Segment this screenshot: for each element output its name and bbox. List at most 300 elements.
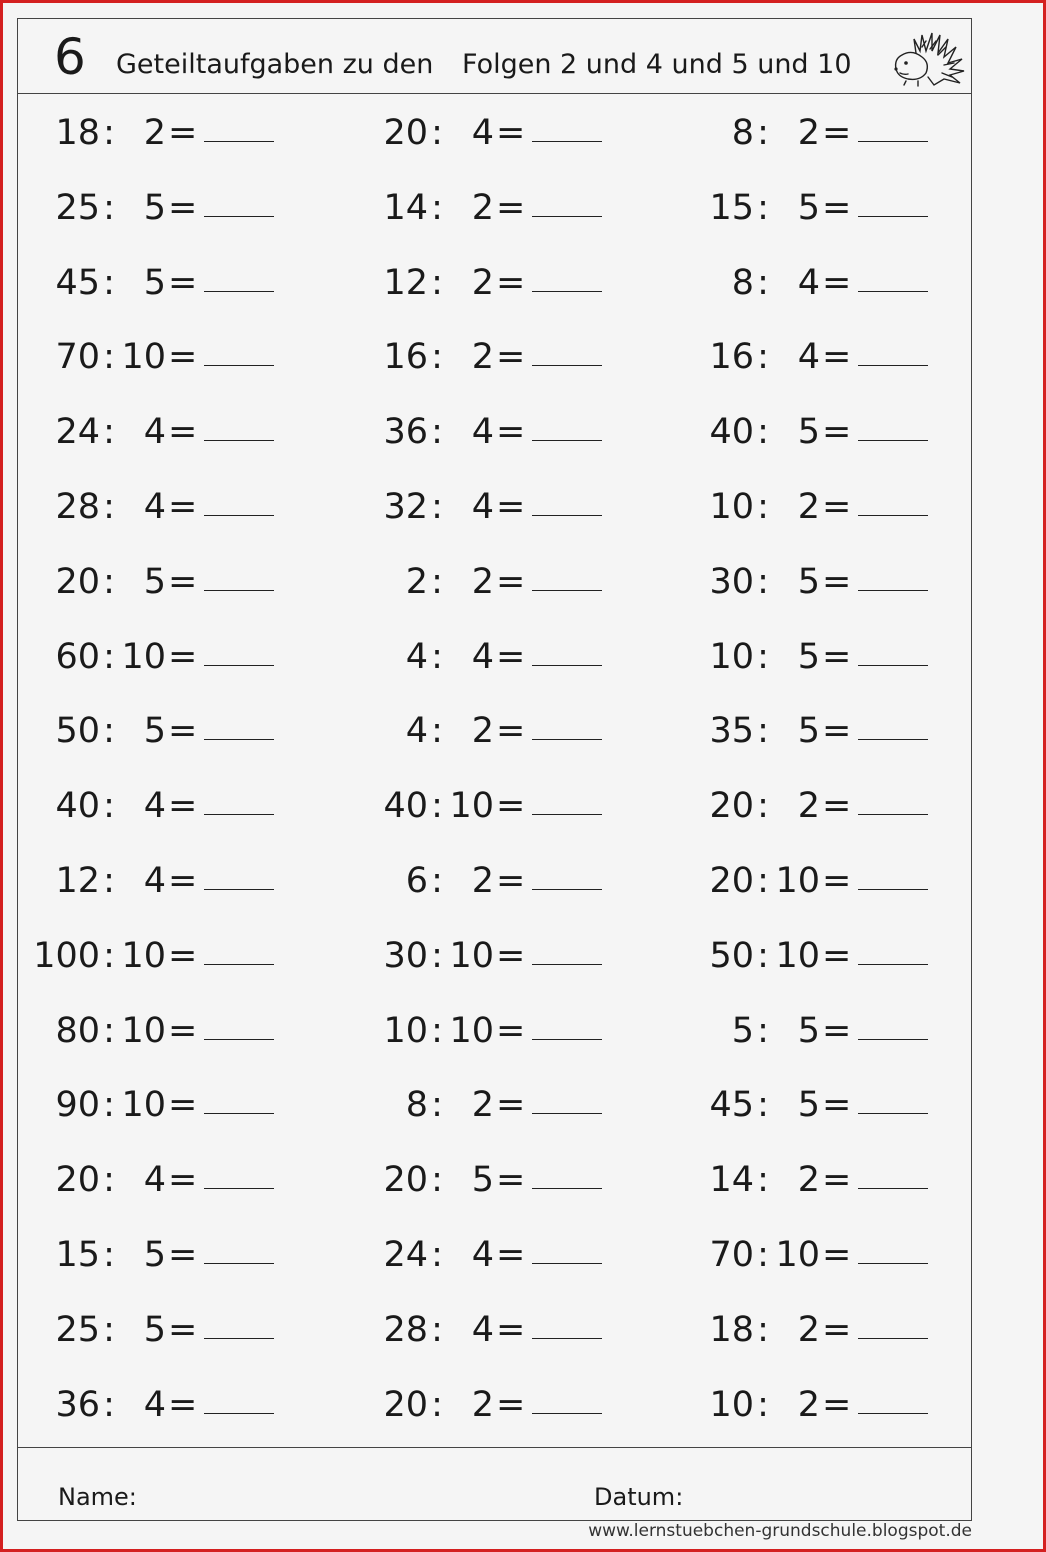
problem-row — [18, 327, 971, 387]
divisor: 10 — [775, 935, 820, 976]
divisor: 10 — [775, 861, 820, 901]
dividend: 15 — [709, 187, 754, 228]
division-problem — [18, 1150, 278, 1210]
division-problem — [18, 552, 278, 612]
division-problem — [672, 1075, 932, 1135]
problem-row — [18, 1150, 971, 1210]
answer-blank[interactable] — [532, 1263, 602, 1264]
equals-sign: = — [496, 1309, 526, 1350]
answer-blank[interactable] — [532, 1338, 602, 1339]
dividend: 5 — [731, 1010, 754, 1051]
divide-sign: : — [103, 561, 115, 602]
answer-blank[interactable] — [204, 739, 274, 740]
division-problem — [672, 402, 932, 462]
dividend: 14 — [709, 1160, 754, 1201]
divisor: 2 — [797, 1160, 820, 1201]
division-problem — [672, 552, 932, 612]
equals-sign: = — [822, 861, 852, 901]
answer-blank[interactable] — [204, 1039, 274, 1040]
divisor: 4 — [471, 636, 494, 677]
equals-sign: = — [168, 1010, 198, 1051]
answer-blank[interactable] — [532, 515, 602, 516]
divide-sign: : — [431, 337, 443, 378]
dividend: 20 — [55, 561, 100, 602]
answer-blank[interactable] — [204, 964, 274, 965]
dividend: 2 — [405, 561, 428, 602]
divide-sign: : — [431, 636, 443, 677]
divide-sign: : — [103, 1010, 115, 1051]
dividend: 32 — [383, 487, 428, 527]
division-problem — [18, 103, 278, 163]
divide-sign: : — [103, 113, 115, 153]
divisor: 2 — [797, 1309, 820, 1350]
division-problem — [18, 701, 278, 761]
equals-sign: = — [822, 1309, 852, 1350]
equals-sign: = — [822, 1160, 852, 1201]
answer-blank[interactable] — [204, 515, 274, 516]
dividend: 45 — [709, 1085, 754, 1126]
answer-blank[interactable] — [858, 1338, 928, 1339]
equals-sign: = — [822, 935, 852, 976]
division-problem — [18, 1225, 278, 1285]
dividend: 20 — [383, 1384, 428, 1425]
equals-sign: = — [168, 1160, 198, 1201]
equals-sign: = — [496, 935, 526, 976]
divisor: 5 — [143, 1235, 166, 1275]
dividend: 14 — [383, 187, 428, 228]
division-problem — [18, 327, 278, 387]
answer-blank[interactable] — [204, 216, 274, 217]
divisor: 2 — [143, 113, 166, 153]
divisor: 5 — [797, 187, 820, 228]
division-problem — [18, 627, 278, 687]
equals-sign: = — [168, 113, 198, 153]
dividend: 10 — [709, 1384, 754, 1425]
divide-sign: : — [103, 935, 115, 976]
divisor: 5 — [471, 1160, 494, 1201]
equals-sign: = — [496, 1010, 526, 1051]
dividend: 24 — [55, 412, 100, 453]
answer-blank[interactable] — [204, 1113, 274, 1114]
divide-sign: : — [431, 1384, 443, 1425]
division-problem — [346, 1300, 606, 1360]
problem-row — [18, 103, 971, 163]
divide-sign: : — [103, 711, 115, 752]
equals-sign: = — [822, 786, 852, 827]
problem-row — [18, 1001, 971, 1061]
worksheet — [17, 18, 972, 1521]
divisor: 10 — [449, 935, 494, 976]
divide-sign: : — [431, 711, 443, 752]
problem-row — [18, 477, 971, 537]
answer-blank[interactable] — [532, 440, 602, 441]
divisor: 2 — [471, 1384, 494, 1425]
problem-grid — [18, 95, 971, 1445]
divisor: 10 — [775, 1235, 820, 1275]
divisor: 5 — [797, 1010, 820, 1051]
dividend: 8 — [731, 113, 754, 153]
divide-sign: : — [757, 1235, 769, 1275]
divisor: 10 — [449, 1010, 494, 1051]
division-problem — [346, 1375, 606, 1435]
dividend: 12 — [55, 861, 100, 901]
divisor: 4 — [471, 487, 494, 527]
equals-sign: = — [822, 1235, 852, 1275]
division-problem — [672, 1001, 932, 1061]
dividend: 35 — [709, 711, 754, 752]
divisor: 5 — [143, 561, 166, 602]
answer-blank[interactable] — [204, 1263, 274, 1264]
dividend: 18 — [55, 113, 100, 153]
divide-sign: : — [103, 636, 115, 677]
problem-row — [18, 776, 971, 836]
divide-sign: : — [757, 711, 769, 752]
equals-sign: = — [822, 561, 852, 602]
divisor: 5 — [797, 711, 820, 752]
divisor: 4 — [143, 487, 166, 527]
division-problem — [346, 253, 606, 313]
answer-blank[interactable] — [204, 365, 274, 366]
division-problem — [18, 1075, 278, 1135]
equals-sign: = — [496, 262, 526, 303]
problem-row — [18, 851, 971, 911]
divisor: 4 — [797, 262, 820, 303]
divide-sign: : — [431, 561, 443, 602]
answer-blank[interactable] — [532, 889, 602, 890]
divide-sign: : — [757, 1085, 769, 1126]
equals-sign: = — [496, 113, 526, 153]
problem-row — [18, 552, 971, 612]
equals-sign: = — [496, 561, 526, 602]
divide-sign: : — [103, 1235, 115, 1275]
divide-sign: : — [757, 935, 769, 976]
divide-sign: : — [757, 636, 769, 677]
equals-sign: = — [496, 711, 526, 752]
dividend: 12 — [383, 262, 428, 303]
answer-blank[interactable] — [858, 1413, 928, 1414]
answer-blank[interactable] — [204, 590, 274, 591]
divisor: 5 — [797, 561, 820, 602]
problem-row — [18, 627, 971, 687]
divide-sign: : — [103, 1384, 115, 1425]
equals-sign: = — [168, 935, 198, 976]
answer-blank[interactable] — [532, 291, 602, 292]
divisor: 2 — [471, 187, 494, 228]
division-problem — [346, 851, 606, 911]
divide-sign: : — [431, 786, 443, 827]
answer-blank[interactable] — [858, 216, 928, 217]
division-problem — [346, 552, 606, 612]
divisor: 4 — [143, 861, 166, 901]
division-problem — [346, 1001, 606, 1061]
division-problem — [672, 1300, 932, 1360]
division-problem — [346, 926, 606, 986]
equals-sign: = — [496, 861, 526, 901]
divide-sign: : — [431, 113, 443, 153]
answer-blank[interactable] — [532, 216, 602, 217]
divisor: 5 — [143, 1309, 166, 1350]
divisor: 2 — [797, 487, 820, 527]
equals-sign: = — [822, 711, 852, 752]
divisor: 5 — [143, 187, 166, 228]
answer-blank[interactable] — [858, 739, 928, 740]
answer-blank[interactable] — [532, 964, 602, 965]
division-problem — [346, 178, 606, 238]
problem-row — [18, 1075, 971, 1135]
equals-sign: = — [168, 786, 198, 827]
divisor: 4 — [471, 412, 494, 453]
divide-sign: : — [757, 1160, 769, 1201]
equals-sign: = — [496, 1384, 526, 1425]
dividend: 10 — [709, 636, 754, 677]
dividend: 70 — [709, 1235, 754, 1275]
answer-blank[interactable] — [532, 141, 602, 142]
worksheet-header — [18, 19, 971, 94]
divisor: 4 — [143, 1160, 166, 1201]
divide-sign: : — [757, 786, 769, 827]
divide-sign: : — [757, 113, 769, 153]
dividend: 20 — [709, 786, 754, 827]
divisor: 5 — [143, 711, 166, 752]
divisor: 4 — [143, 1384, 166, 1425]
divisor: 10 — [121, 1010, 166, 1051]
dividend: 18 — [709, 1309, 754, 1350]
division-problem — [672, 1150, 932, 1210]
answer-blank[interactable] — [204, 1413, 274, 1414]
divisor: 2 — [797, 1384, 820, 1425]
divide-sign: : — [103, 786, 115, 827]
divide-sign: : — [103, 487, 115, 527]
dividend: 45 — [55, 262, 100, 303]
equals-sign: = — [822, 1010, 852, 1051]
divide-sign: : — [431, 187, 443, 228]
answer-blank[interactable] — [858, 590, 928, 591]
equals-sign: = — [822, 113, 852, 153]
answer-blank[interactable] — [858, 1113, 928, 1114]
problem-row — [18, 926, 971, 986]
problem-row — [18, 701, 971, 761]
answer-blank[interactable] — [532, 590, 602, 591]
division-problem — [672, 926, 932, 986]
division-problem — [18, 926, 278, 986]
equals-sign: = — [822, 1085, 852, 1126]
division-problem — [346, 1075, 606, 1135]
equals-sign: = — [496, 187, 526, 228]
dividend: 28 — [55, 487, 100, 527]
division-problem — [672, 776, 932, 836]
answer-blank[interactable] — [204, 665, 274, 666]
division-problem — [672, 1375, 932, 1435]
equals-sign: = — [496, 1085, 526, 1126]
divisor: 2 — [471, 262, 494, 303]
dividend: 50 — [709, 935, 754, 976]
divide-sign: : — [103, 187, 115, 228]
dividend: 40 — [709, 412, 754, 453]
answer-blank[interactable] — [532, 1039, 602, 1040]
answer-blank[interactable] — [532, 365, 602, 366]
answer-blank[interactable] — [858, 1263, 928, 1264]
equals-sign: = — [168, 861, 198, 901]
dividend: 20 — [383, 113, 428, 153]
dividend: 30 — [383, 935, 428, 976]
divisor: 10 — [449, 786, 494, 827]
dividend: 4 — [405, 636, 428, 677]
divide-sign: : — [103, 412, 115, 453]
equals-sign: = — [822, 636, 852, 677]
divisor: 10 — [121, 1085, 166, 1126]
dividend: 16 — [383, 337, 428, 378]
dividend: 25 — [55, 187, 100, 228]
dividend: 40 — [383, 786, 428, 827]
divisor: 2 — [471, 1085, 494, 1126]
divisor: 2 — [471, 561, 494, 602]
division-problem — [672, 851, 932, 911]
division-problem — [18, 1300, 278, 1360]
equals-sign: = — [822, 412, 852, 453]
divide-sign: : — [757, 487, 769, 527]
problem-row — [18, 253, 971, 313]
dividend: 90 — [55, 1085, 100, 1126]
divide-sign: : — [757, 861, 769, 901]
answer-blank[interactable] — [532, 814, 602, 815]
answer-blank[interactable] — [858, 515, 928, 516]
answer-blank[interactable] — [532, 665, 602, 666]
division-problem — [672, 327, 932, 387]
answer-blank[interactable] — [204, 440, 274, 441]
division-problem — [672, 253, 932, 313]
dividend: 4 — [405, 711, 428, 752]
divisor: 5 — [143, 262, 166, 303]
dividend: 25 — [55, 1309, 100, 1350]
division-problem — [18, 178, 278, 238]
answer-blank[interactable] — [204, 1188, 274, 1189]
dividend: 20 — [709, 861, 754, 901]
equals-sign: = — [168, 187, 198, 228]
answer-blank[interactable] — [204, 889, 274, 890]
answer-blank[interactable] — [858, 964, 928, 965]
equals-sign: = — [168, 711, 198, 752]
divide-sign: : — [103, 337, 115, 378]
divisor: 10 — [121, 636, 166, 677]
division-problem — [672, 1225, 932, 1285]
equals-sign: = — [168, 1085, 198, 1126]
division-problem — [18, 253, 278, 313]
answer-blank[interactable] — [532, 739, 602, 740]
dividend: 24 — [383, 1235, 428, 1275]
divide-sign: : — [431, 1085, 443, 1126]
answer-blank[interactable] — [204, 141, 274, 142]
divide-sign: : — [431, 935, 443, 976]
equals-sign: = — [168, 487, 198, 527]
division-problem — [18, 477, 278, 537]
answer-blank[interactable] — [532, 1188, 602, 1189]
divide-sign: : — [431, 262, 443, 303]
equals-sign: = — [822, 187, 852, 228]
division-problem — [346, 1225, 606, 1285]
division-problem — [672, 178, 932, 238]
dividend: 36 — [55, 1384, 100, 1425]
divide-sign: : — [757, 337, 769, 378]
answer-blank[interactable] — [858, 141, 928, 142]
equals-sign: = — [168, 412, 198, 453]
division-problem — [346, 1150, 606, 1210]
answer-blank[interactable] — [532, 1413, 602, 1414]
divide-sign: : — [431, 487, 443, 527]
dividend: 30 — [709, 561, 754, 602]
divide-sign: : — [103, 262, 115, 303]
equals-sign: = — [496, 1160, 526, 1201]
divide-sign: : — [431, 1010, 443, 1051]
divisor: 4 — [471, 113, 494, 153]
divisor: 4 — [471, 1235, 494, 1275]
equals-sign: = — [822, 1384, 852, 1425]
equals-sign: = — [822, 262, 852, 303]
answer-blank[interactable] — [858, 440, 928, 441]
dividend: 20 — [55, 1160, 100, 1201]
divisor: 4 — [143, 786, 166, 827]
answer-blank[interactable] — [204, 814, 274, 815]
divide-sign: : — [103, 1085, 115, 1126]
division-problem — [346, 776, 606, 836]
division-problem — [18, 1001, 278, 1061]
division-problem — [672, 627, 932, 687]
division-problem — [346, 103, 606, 163]
answer-blank[interactable] — [532, 1113, 602, 1114]
dividend: 15 — [55, 1235, 100, 1275]
answer-blank[interactable] — [204, 1338, 274, 1339]
divisor: 5 — [797, 1085, 820, 1126]
dividend: 16 — [709, 337, 754, 378]
divide-sign: : — [757, 1309, 769, 1350]
division-problem — [346, 327, 606, 387]
answer-blank[interactable] — [858, 365, 928, 366]
division-problem — [18, 851, 278, 911]
answer-blank[interactable] — [858, 665, 928, 666]
problem-row — [18, 1300, 971, 1360]
division-problem — [672, 701, 932, 761]
answer-blank[interactable] — [858, 889, 928, 890]
divisor: 2 — [797, 113, 820, 153]
division-problem — [346, 701, 606, 761]
equals-sign: = — [496, 412, 526, 453]
divide-sign: : — [103, 1160, 115, 1201]
division-problem — [672, 477, 932, 537]
divisor: 5 — [797, 636, 820, 677]
answer-blank[interactable] — [858, 291, 928, 292]
answer-blank[interactable] — [204, 291, 274, 292]
answer-blank[interactable] — [858, 1039, 928, 1040]
division-problem — [18, 776, 278, 836]
problem-row — [18, 178, 971, 238]
equals-sign: = — [168, 262, 198, 303]
equals-sign: = — [822, 337, 852, 378]
answer-blank[interactable] — [858, 814, 928, 815]
answer-blank[interactable] — [858, 1188, 928, 1189]
dividend: 60 — [55, 636, 100, 677]
divide-sign: : — [431, 1160, 443, 1201]
equals-sign: = — [168, 1235, 198, 1275]
dividend: 8 — [731, 262, 754, 303]
divide-sign: : — [431, 861, 443, 901]
divisor: 4 — [143, 412, 166, 453]
dividend: 40 — [55, 786, 100, 827]
dividend: 80 — [55, 1010, 100, 1051]
divisor: 10 — [121, 935, 166, 976]
divisor: 4 — [797, 337, 820, 378]
worksheet-footer — [18, 1447, 971, 1523]
dividend: 50 — [55, 711, 100, 752]
divisor: 2 — [471, 711, 494, 752]
